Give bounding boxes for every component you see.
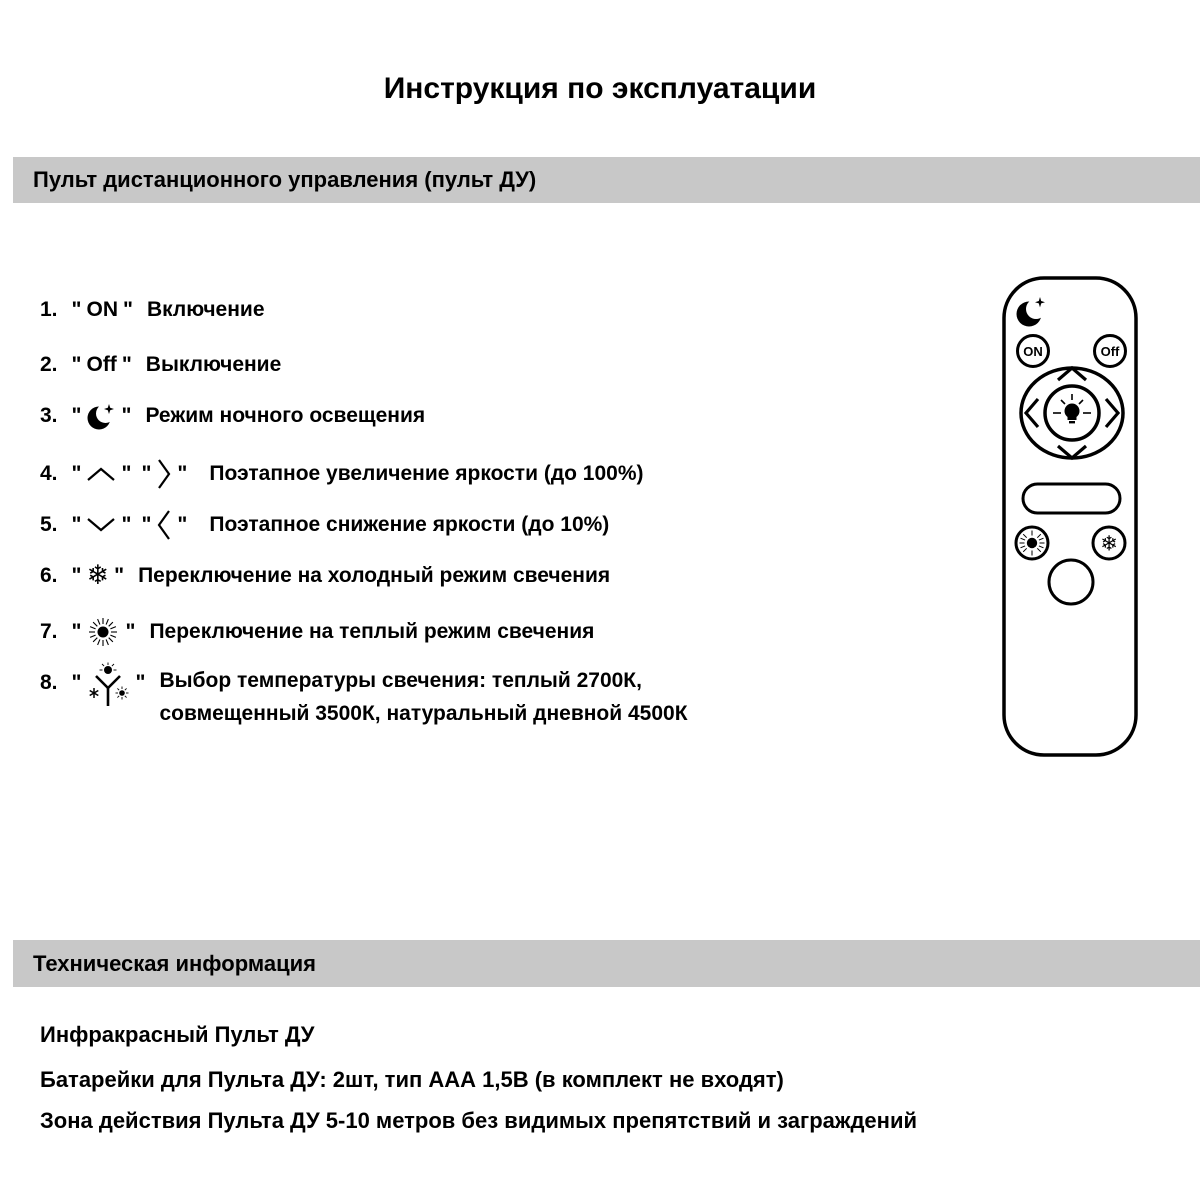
item-text-line1: Выбор температуры свечения: теплый 2700К, — [159, 669, 642, 692]
warm-mode-button — [1016, 527, 1048, 559]
item-number: 6. — [40, 563, 58, 587]
item-text: Режим ночного освещения — [145, 404, 426, 427]
item-number: 2. — [40, 353, 58, 376]
item-number: 1. — [40, 298, 58, 321]
list-item-cold-mode — [40, 562, 610, 589]
tech-info-line: Батарейки для Пульта ДУ: 2шт, тип ААА 1,5В (в комплект не входят) — [40, 1067, 784, 1092]
item-number: 3. — [40, 404, 58, 427]
item-text: Переключение на теплый режим свечения — [149, 620, 595, 643]
chevron-up-icon — [86, 465, 116, 483]
chevron-down-icon — [86, 516, 116, 534]
list-item-night-mode — [40, 400, 425, 432]
item-text: Выключение — [145, 353, 282, 376]
chevron-left-icon — [156, 508, 172, 542]
cold-mode-button — [1093, 527, 1125, 559]
round-button — [1049, 560, 1093, 604]
remote-illustration — [1002, 276, 1138, 757]
item-text: Поэтапное снижение яркости (до 10%) — [209, 513, 610, 536]
quote-mark: " — [71, 298, 82, 321]
item-text: Включение — [146, 298, 265, 321]
sun-icon — [86, 615, 120, 649]
section-header-remote-label: Пульт дистанционного управления (пульт ДУ) — [33, 167, 537, 192]
tech-info-line: Зона действия Пульта ДУ 5-10 метров без видимых препятствий и заграждений — [40, 1108, 918, 1133]
quote-mark: " — [135, 671, 146, 694]
item-text-block — [159, 664, 687, 730]
color-temperature-icon — [86, 662, 130, 710]
list-item-off — [40, 352, 281, 378]
quote-mark: " — [71, 404, 82, 427]
item-number: 5. — [40, 513, 58, 536]
quote-mark: " — [125, 620, 136, 643]
list-item-brightness-up — [40, 457, 644, 491]
off-button — [1095, 336, 1126, 367]
quote-mark: " — [71, 513, 82, 536]
quote-mark: " — [121, 353, 132, 376]
list-item-on — [40, 297, 265, 323]
item-number: 4. — [40, 462, 58, 485]
list-item-brightness-down — [40, 508, 609, 542]
quote-mark: " — [71, 462, 82, 485]
quote-mark: " — [121, 462, 132, 485]
on-button — [1018, 336, 1049, 367]
quote-mark: " — [141, 513, 152, 536]
off-label: Off — [86, 353, 117, 376]
svg-text:ON: ON — [1023, 344, 1043, 359]
moon-icon — [86, 400, 116, 432]
quote-mark: " — [141, 462, 152, 485]
section-header-remote — [13, 157, 1200, 203]
svg-text:Off: Off — [1100, 344, 1120, 359]
pill-button — [1023, 484, 1120, 513]
quote-mark: " — [121, 513, 132, 536]
quote-mark: " — [177, 513, 188, 536]
quote-mark: " — [114, 563, 125, 587]
quote-mark: " — [71, 563, 82, 587]
list-item-warm-mode — [40, 615, 594, 649]
on-label: ON — [86, 298, 118, 321]
quote-mark: " — [121, 404, 132, 427]
snowflake-icon: ❄ — [1100, 531, 1118, 556]
page-title: Инструкция по эксплуатации — [383, 72, 817, 105]
quote-mark: " — [71, 353, 82, 376]
item-text-line2: совмещенный 3500К, натуральный дневной 4500К — [159, 702, 688, 725]
quote-mark: " — [122, 298, 133, 321]
quote-mark: " — [71, 671, 82, 694]
item-text: Поэтапное увеличение яркости (до 100%) — [209, 462, 644, 485]
quote-mark: " — [177, 462, 188, 485]
quote-mark: " — [71, 620, 82, 643]
snowflake-icon: ❄ — [86, 560, 110, 591]
item-text: Переключение на холодный режим свечения — [138, 563, 611, 587]
section-header-tech — [13, 940, 1200, 987]
item-number: 7. — [40, 620, 58, 643]
tech-info-line: Инфракрасный Пульт ДУ — [40, 1022, 315, 1047]
section-header-tech-label: Техническая информация — [33, 950, 316, 976]
item-number: 8. — [40, 671, 58, 694]
list-item-color-temperature — [40, 668, 688, 730]
chevron-right-icon — [156, 457, 172, 491]
